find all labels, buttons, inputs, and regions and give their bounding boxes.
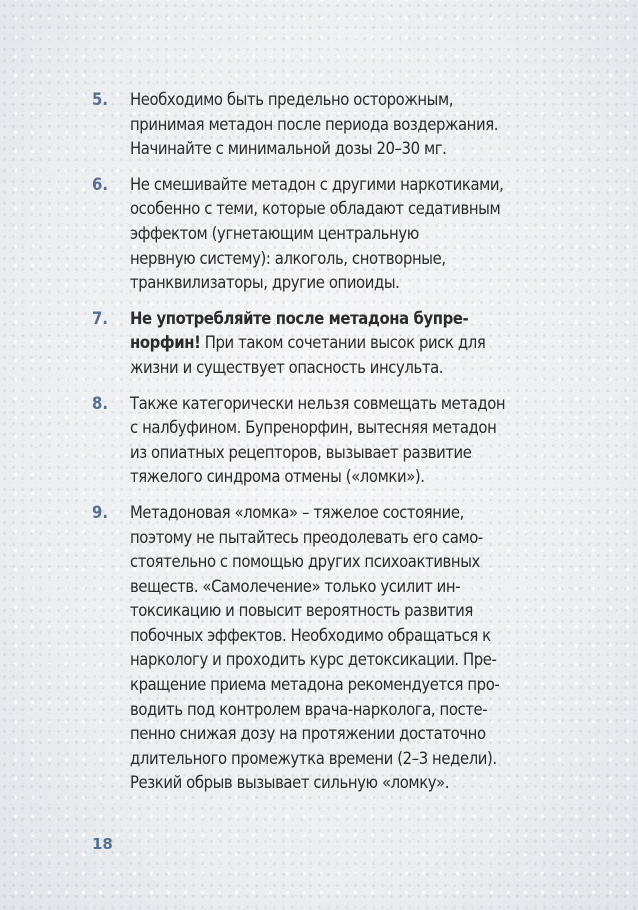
text-line: тяжелого синдрома отмены («ломки»). (130, 467, 425, 487)
item-text (130, 501, 572, 796)
list-item-7 (92, 307, 572, 381)
text-fragment: При таком сочетании высок риск для (200, 333, 486, 353)
text-line: Не смешивайте метадон с другими наркотиками, (130, 174, 504, 194)
text-line: наркологу и проходить курс детоксикации. Пре- (130, 650, 497, 670)
item-number: 6. (92, 174, 108, 194)
text-line: длительного промежутка времени (2–3 недели). (130, 748, 497, 768)
text-line: Начинайте с минимальной дозы 20–30 мг. (130, 139, 447, 159)
text-line: Необходимо быть предельно осторожным, (130, 90, 454, 109)
numbered-list (92, 88, 572, 807)
text-line: веществ. «Самолечение» только усилит ин- (130, 576, 461, 596)
text-line: стоятельно с помощью других психоактивных (130, 552, 480, 572)
text-line: транквилизаторы, другие опиоиды. (130, 273, 400, 293)
text-line: токсикацию и повысит вероятность развития (130, 601, 473, 621)
text-line: Также категорически нельзя совмещать метадон (130, 393, 506, 413)
text-line: особенно с теми, которые обладают седативным (130, 199, 501, 219)
text-line: жизни и существует опасность инсульта. (130, 357, 444, 377)
page-number: 18 (92, 835, 113, 853)
item-text (130, 173, 572, 296)
item-text (130, 88, 572, 162)
item-text (130, 307, 572, 381)
text-line: нервную систему): алкоголь, снотворные, (130, 248, 446, 268)
text-line: из опиатных рецепторов, вызывает развитие (130, 442, 472, 462)
item-text (130, 392, 572, 490)
text-line: с налбуфином. Бупренорфин, вытесняя метадон (130, 418, 497, 438)
item-number: 8. (92, 393, 108, 413)
text-line: водить под контролем врача-нарколога, посте- (130, 699, 488, 719)
text-line: принимая метадон после периода воздержания. (130, 114, 499, 134)
item-number: 9. (92, 502, 108, 522)
text-line: Резкий обрыв вызывает сильную «ломку». (130, 773, 450, 793)
text-line: побочных эффектов. Необходимо обращаться к (130, 625, 491, 645)
list-item-8 (92, 392, 572, 490)
item-number: 5. (92, 90, 108, 109)
list-item-9 (92, 501, 572, 796)
text-line: Метадоновая «ломка» – тяжелое состояние, (130, 502, 464, 522)
text-line (130, 331, 572, 356)
list-item-5 (92, 88, 572, 162)
text-line: поэтому не пытайтесь преодолевать его само- (130, 527, 483, 547)
item-number: 7. (92, 308, 108, 328)
warning-text-bold: норфин! (130, 333, 201, 353)
list-item-6 (92, 173, 572, 296)
text-line: пенно снижая дозу на протяжении достаточно (130, 724, 486, 744)
text-line: эффектом (угнетающим центральную (130, 223, 419, 243)
warning-text-bold: Не употребляйте после метадона бупре- (130, 308, 469, 328)
text-line: кращение приема метадона рекомендуется про- (130, 675, 500, 695)
